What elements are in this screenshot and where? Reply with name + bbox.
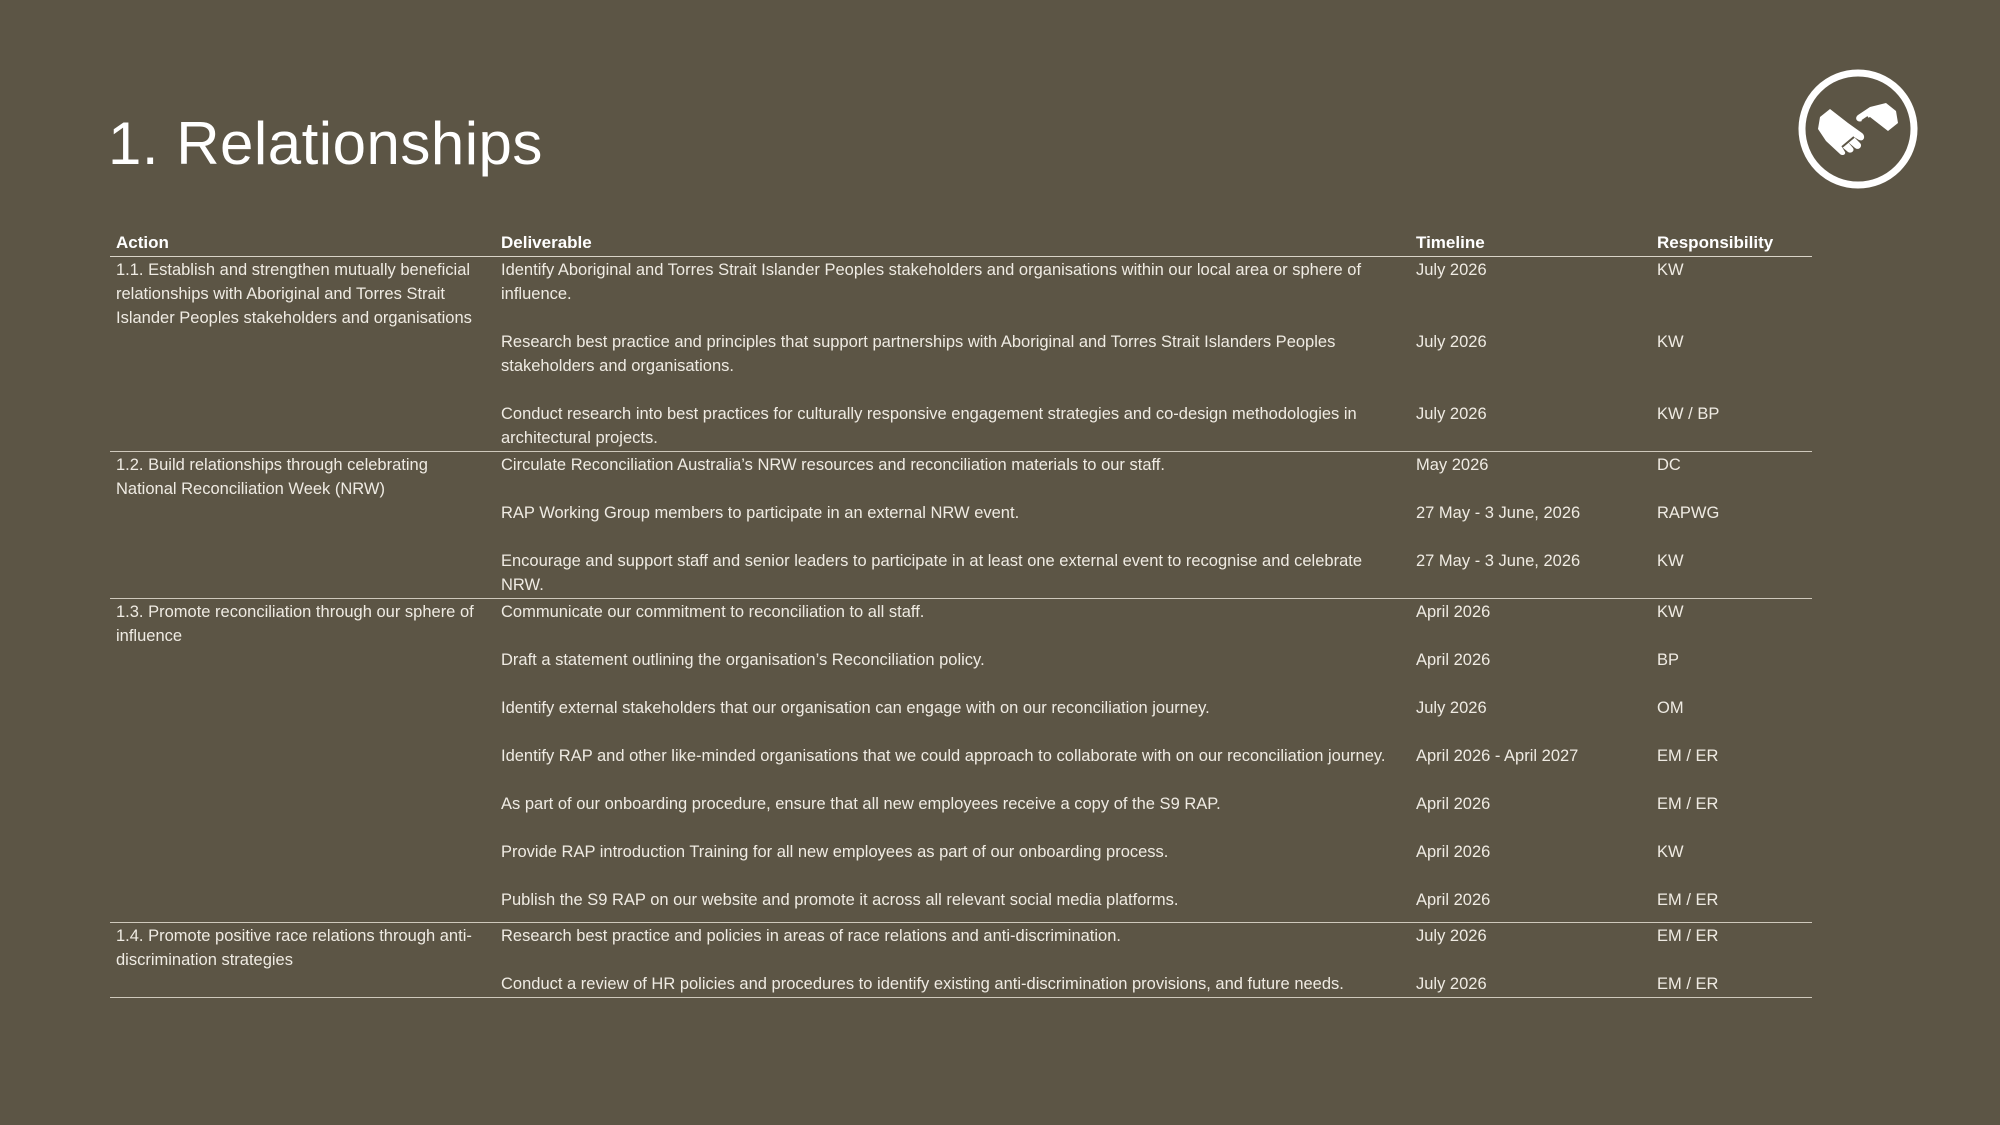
header-responsibility: Responsibility (1651, 230, 1812, 257)
responsibility-cell: KW (1651, 257, 1812, 308)
deliverable-cell: Provide RAP introduction Training for all new employees as part of our onboarding process. (501, 843, 1169, 861)
responsibility-cell: OM (1657, 699, 1684, 717)
deliverable-cell: Conduct a review of HR policies and procedures to identify existing anti-discrimination provisions, and future needs. (495, 949, 1410, 998)
table-row (110, 452, 1812, 479)
timeline-cell: 27 May - 3 June, 2026 (1416, 552, 1581, 570)
responsibility-cell: KW (1657, 552, 1684, 570)
timeline-cell: July 2026 (1410, 923, 1651, 950)
rap-action-table (110, 230, 1812, 998)
timeline-cell: 27 May - 3 June, 2026 (1416, 504, 1581, 522)
timeline-cell: April 2026 (1416, 843, 1491, 861)
responsibility-cell: KW (1657, 843, 1684, 861)
deliverable-cell: Publish the S9 RAP on our website and promote it across all relevant social media platforms. (501, 891, 1179, 909)
responsibility-cell: DC (1651, 452, 1812, 479)
deliverable-cell: Research best practice and principles that support partnerships with Aboriginal and Torres Strait Islanders Peoples stakeholders and organisations. (501, 333, 1336, 375)
header-deliverable: Deliverable (495, 230, 1410, 257)
timeline-cell: April 2026 (1410, 599, 1651, 626)
deliverable-cell: RAP Working Group members to participate in an external NRW event. (501, 504, 1020, 522)
timeline-cell: April 2026 (1416, 795, 1491, 813)
deliverable-cell: Identify external stakeholders that our organisation can engage with on our reconciliation journey. (501, 699, 1210, 717)
responsibility-cell: BP (1657, 651, 1680, 669)
deliverable-cell: Draft a statement outlining the organisation’s Reconciliation policy. (501, 651, 985, 669)
action-cell: 1.2. Build relationships through celebrating National Reconciliation Week (NRW) (110, 452, 495, 599)
page-title: 1. Relationships (108, 110, 543, 177)
timeline-cell: July 2026 (1416, 333, 1487, 351)
action-cell: 1.3. Promote reconciliation through our sphere of influence (110, 599, 495, 923)
responsibility-cell: EM / ER (1651, 949, 1812, 998)
handshake-icon (1796, 67, 1920, 191)
responsibility-cell: KW / BP (1657, 405, 1720, 423)
timeline-cell: April 2026 - April 2027 (1416, 747, 1579, 765)
timeline-cell: July 2026 (1416, 699, 1487, 717)
timeline-cell: July 2026 (1416, 405, 1487, 423)
table-row (110, 599, 1812, 626)
responsibility-cell: EM / ER (1657, 891, 1719, 909)
deliverable-cell: Circulate Reconciliation Australia’s NRW resources and reconciliation materials to our staff. (495, 452, 1410, 479)
timeline-cell: July 2026 (1410, 257, 1651, 308)
timeline-cell: April 2026 (1416, 891, 1491, 909)
responsibility-cell: EM / ER (1651, 923, 1812, 950)
deliverable-cell: Conduct research into best practices for culturally responsive engagement strategies and co-design methodologies in architectural projects. (501, 405, 1357, 447)
table-row (110, 923, 1812, 950)
deliverable-cell: Research best practice and policies in areas of race relations and anti-discrimination. (495, 923, 1410, 950)
action-cell: 1.4. Promote positive race relations through anti-discrimination strategies (110, 923, 495, 998)
timeline-cell: May 2026 (1410, 452, 1651, 479)
responsibility-cell: KW (1651, 599, 1812, 626)
deliverable-cell: As part of our onboarding procedure, ensure that all new employees receive a copy of the S9 RAP. (501, 795, 1221, 813)
table-header-row (110, 230, 1812, 257)
timeline-cell: July 2026 (1410, 949, 1651, 998)
timeline-cell: April 2026 (1416, 651, 1491, 669)
action-cell: 1.1. Establish and strengthen mutually beneficial relationships with Aboriginal and Torres Strait Islander Peoples stakeholders and organisations (110, 257, 495, 452)
header-timeline: Timeline (1410, 230, 1651, 257)
deliverable-cell: Communicate our commitment to reconciliation to all staff. (495, 599, 1410, 626)
responsibility-cell: KW (1657, 333, 1684, 351)
deliverable-cell: Encourage and support staff and senior leaders to participate in at least one external event to recognise and celebrate NRW. (501, 552, 1363, 594)
responsibility-cell: RAPWG (1657, 504, 1720, 522)
responsibility-cell: EM / ER (1657, 795, 1719, 813)
deliverable-cell: Identify RAP and other like-minded organisations that we could approach to collaborate with on our reconciliation journey. (501, 747, 1386, 765)
deliverable-cell: Identify Aboriginal and Torres Strait Islander Peoples stakeholders and organisations within our local area or sphere of influence. (495, 257, 1410, 308)
responsibility-cell: EM / ER (1657, 747, 1719, 765)
header-action: Action (110, 230, 495, 257)
table-row (110, 257, 1812, 308)
